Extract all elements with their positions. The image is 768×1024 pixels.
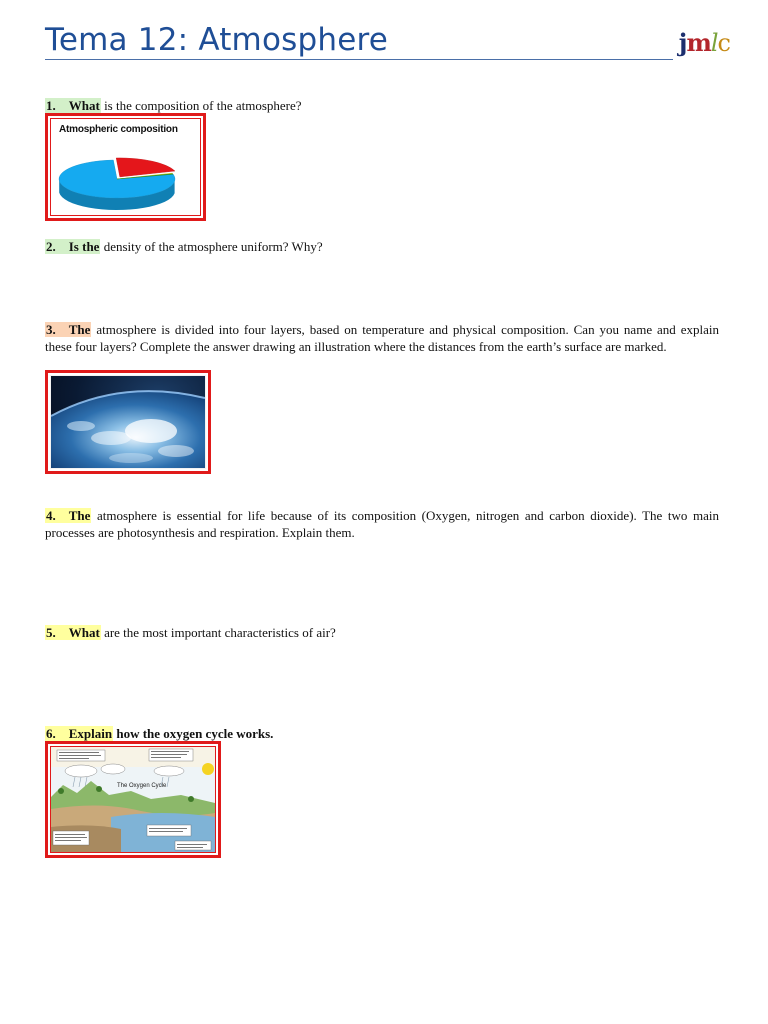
- logo-letter-m: m: [686, 28, 711, 57]
- earth-image-frame: [45, 370, 211, 474]
- question-6-highlight: [45, 726, 113, 741]
- question-4: [45, 507, 719, 541]
- question-1-number: 1.: [46, 98, 56, 113]
- question-5-number: 5.: [46, 625, 56, 640]
- question-5-lead: What: [68, 625, 100, 640]
- oxygen-cycle-illustration: [51, 747, 215, 852]
- question-3-highlight: [45, 322, 91, 337]
- earth-image: [50, 375, 206, 469]
- question-1: [45, 97, 719, 114]
- question-6-text: how the oxygen cycle works.: [113, 726, 274, 741]
- question-2-number: 2.: [46, 239, 56, 254]
- question-3: [45, 321, 719, 355]
- logo-letter-l: l: [710, 29, 718, 57]
- oxygen-cycle-label: The Oxygen Cycle: [117, 783, 167, 789]
- question-4-text: atmosphere is essential for life because of its composition (Oxygen, nitrogen and carbon dioxide). The two main processes are photosynthesis and respiration. Explain them.: [45, 508, 719, 540]
- oxygen-cycle-diagram: [50, 746, 216, 853]
- page-header: [45, 20, 730, 62]
- logo-letter-c: c: [717, 29, 730, 57]
- question-2-lead: Is the: [68, 239, 100, 254]
- question-4-highlight: [45, 508, 91, 523]
- question-6-lead: Explain: [68, 726, 113, 741]
- composition-chart: [50, 118, 201, 216]
- question-3-text: atmosphere is divided into four layers, based on temperature and physical composition. Can you name and explain these four layers? Complete the answer drawing an illustration where the distances from the earth’s surface are marked.: [45, 322, 719, 354]
- oxygen-cycle-frame: [45, 741, 221, 858]
- question-5-highlight: [45, 625, 101, 640]
- page-title: Tema 12: Atmosphere: [45, 22, 388, 58]
- title-underline: [45, 59, 673, 60]
- question-1-highlight: [45, 98, 101, 113]
- question-6-number: 6.: [46, 726, 56, 741]
- question-2-text: density of the atmosphere uniform? Why?: [100, 239, 323, 254]
- composition-chart-frame: [45, 113, 206, 221]
- jmlc-logo: [679, 28, 730, 58]
- question-1-text: is the composition of the atmosphere?: [100, 98, 302, 113]
- question-2-highlight: [45, 239, 100, 254]
- earth-from-space-illustration: [51, 376, 205, 468]
- question-3-number: 3.: [46, 322, 56, 337]
- question-5: [45, 624, 719, 641]
- question-4-number: 4.: [46, 508, 56, 523]
- question-3-lead: The: [68, 322, 91, 337]
- question-1-lead: What: [68, 98, 100, 113]
- chart-title: Atmospheric composition: [59, 124, 178, 135]
- question-6: [45, 725, 719, 742]
- logo-letter-j: j: [678, 28, 687, 57]
- question-5-text: are the most important characteristics of air?: [100, 625, 336, 640]
- question-4-lead: The: [68, 508, 91, 523]
- question-2: [45, 238, 719, 255]
